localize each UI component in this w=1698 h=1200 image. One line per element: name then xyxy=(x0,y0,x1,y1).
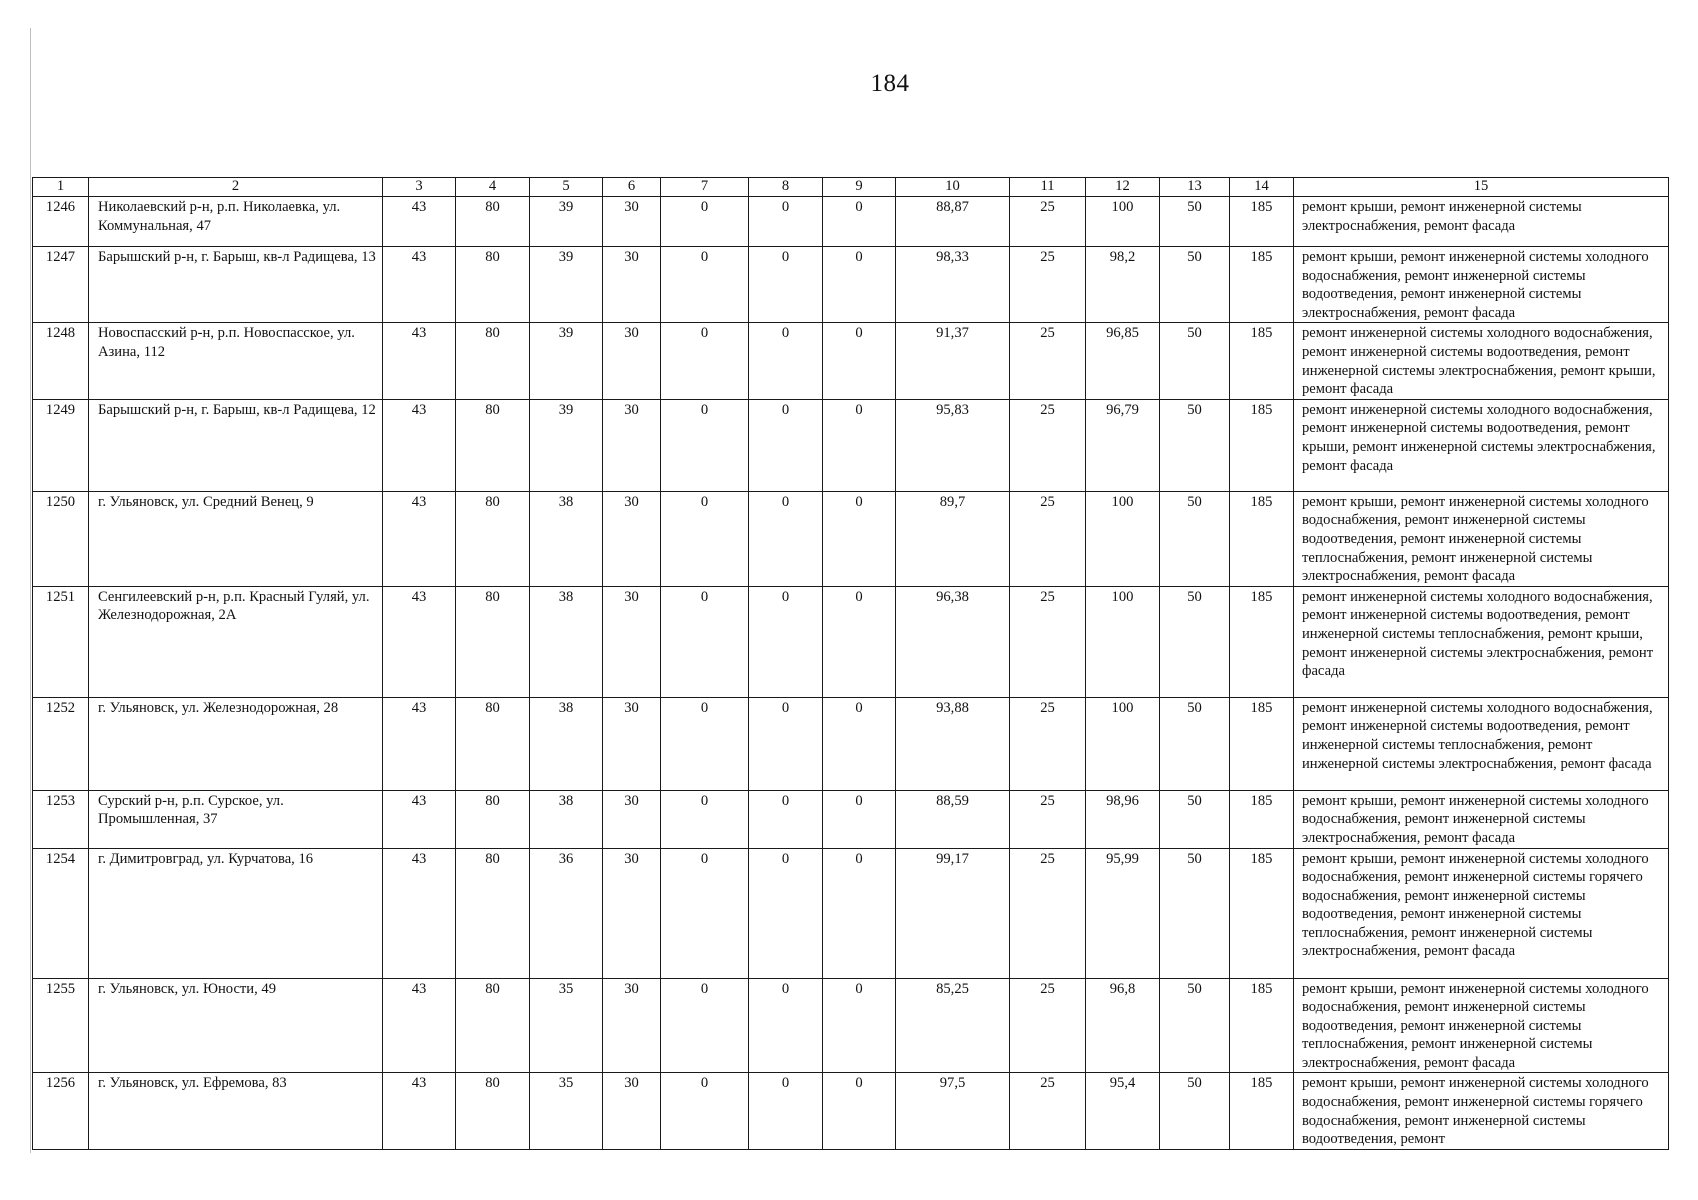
value-cell: 0 xyxy=(823,848,896,978)
value-cell: 38 xyxy=(530,491,603,586)
value-cell: 30 xyxy=(603,323,661,399)
table-row xyxy=(33,1073,1669,1149)
value-cell: 100 xyxy=(1086,197,1160,247)
value-cell: 80 xyxy=(456,586,530,697)
table-row xyxy=(33,491,1669,586)
address-cell: г. Димитровград, ул. Курчатова, 16 xyxy=(89,848,383,978)
value-cell: 39 xyxy=(530,399,603,491)
value-cell: 30 xyxy=(603,399,661,491)
value-cell: 0 xyxy=(661,586,749,697)
value-cell: 185 xyxy=(1230,399,1294,491)
value-cell: 96,85 xyxy=(1086,323,1160,399)
row-number-cell: 1254 xyxy=(33,848,89,978)
repair-works-cell: ремонт инженерной системы холодного водоснабжения, ремонт инженерной системы водоотведения, ремонт инженерной системы электроснабжения, ремонт крыши, ремонт фасада xyxy=(1294,323,1669,399)
value-cell: 25 xyxy=(1010,197,1086,247)
value-cell: 185 xyxy=(1230,1073,1294,1149)
column-header: 12 xyxy=(1086,178,1160,197)
value-cell: 95,83 xyxy=(896,399,1010,491)
value-cell: 39 xyxy=(530,323,603,399)
value-cell: 50 xyxy=(1160,790,1230,848)
value-cell: 43 xyxy=(383,790,456,848)
value-cell: 38 xyxy=(530,697,603,790)
column-header: 7 xyxy=(661,178,749,197)
value-cell: 0 xyxy=(823,586,896,697)
value-cell: 43 xyxy=(383,697,456,790)
column-header: 9 xyxy=(823,178,896,197)
address-cell: г. Ульяновск, ул. Ефремова, 83 xyxy=(89,1073,383,1149)
column-header: 5 xyxy=(530,178,603,197)
value-cell: 98,96 xyxy=(1086,790,1160,848)
address-cell: г. Ульяновск, ул. Средний Венец, 9 xyxy=(89,491,383,586)
value-cell: 0 xyxy=(749,197,823,247)
row-number-cell: 1249 xyxy=(33,399,89,491)
value-cell: 80 xyxy=(456,790,530,848)
housing-repair-table xyxy=(32,177,1669,1150)
value-cell: 35 xyxy=(530,978,603,1073)
value-cell: 0 xyxy=(749,978,823,1073)
repair-works-cell: ремонт крыши, ремонт инженерной системы холодного водоснабжения, ремонт инженерной системы водоотведения, ремонт инженерной системы электроснабжения, ремонт фасада xyxy=(1294,247,1669,323)
value-cell: 30 xyxy=(603,1073,661,1149)
value-cell: 80 xyxy=(456,697,530,790)
row-number-cell: 1247 xyxy=(33,247,89,323)
value-cell: 0 xyxy=(661,978,749,1073)
value-cell: 0 xyxy=(661,1073,749,1149)
value-cell: 0 xyxy=(661,197,749,247)
value-cell: 80 xyxy=(456,399,530,491)
row-number-cell: 1250 xyxy=(33,491,89,586)
value-cell: 97,5 xyxy=(896,1073,1010,1149)
column-header: 3 xyxy=(383,178,456,197)
value-cell: 43 xyxy=(383,247,456,323)
value-cell: 0 xyxy=(749,697,823,790)
value-cell: 95,99 xyxy=(1086,848,1160,978)
value-cell: 30 xyxy=(603,697,661,790)
table-row xyxy=(33,323,1669,399)
value-cell: 30 xyxy=(603,790,661,848)
value-cell: 36 xyxy=(530,848,603,978)
value-cell: 0 xyxy=(661,790,749,848)
value-cell: 50 xyxy=(1160,978,1230,1073)
value-cell: 80 xyxy=(456,1073,530,1149)
row-number-cell: 1251 xyxy=(33,586,89,697)
value-cell: 185 xyxy=(1230,790,1294,848)
value-cell: 30 xyxy=(603,586,661,697)
value-cell: 43 xyxy=(383,1073,456,1149)
value-cell: 50 xyxy=(1160,586,1230,697)
repair-works-cell: ремонт крыши, ремонт инженерной системы электроснабжения, ремонт фасада xyxy=(1294,197,1669,247)
value-cell: 25 xyxy=(1010,790,1086,848)
value-cell: 25 xyxy=(1010,247,1086,323)
repair-works-cell: ремонт крыши, ремонт инженерной системы холодного водоснабжения, ремонт инженерной системы горячего водоснабжения, ремонт инженерной системы водоотведения, ремонт инженерной системы теплоснабжения, ремонт инженерной системы электроснабжения, ремонт фасада xyxy=(1294,848,1669,978)
repair-works-cell: ремонт инженерной системы холодного водоснабжения, ремонт инженерной системы водоотведения, ремонт инженерной системы теплоснабжения, ремонт инженерной системы электроснабжения, ремонт фасада xyxy=(1294,697,1669,790)
repair-works-cell: ремонт крыши, ремонт инженерной системы холодного водоснабжения, ремонт инженерной системы электроснабжения, ремонт фасада xyxy=(1294,790,1669,848)
address-cell: Николаевский р-н, р.п. Николаевка, ул. Коммунальная, 47 xyxy=(89,197,383,247)
table-row xyxy=(33,697,1669,790)
value-cell: 0 xyxy=(823,247,896,323)
column-header: 14 xyxy=(1230,178,1294,197)
value-cell: 0 xyxy=(749,399,823,491)
value-cell: 0 xyxy=(749,323,823,399)
value-cell: 185 xyxy=(1230,586,1294,697)
column-header: 11 xyxy=(1010,178,1086,197)
table-row xyxy=(33,399,1669,491)
value-cell: 30 xyxy=(603,197,661,247)
value-cell: 100 xyxy=(1086,586,1160,697)
value-cell: 43 xyxy=(383,399,456,491)
value-cell: 0 xyxy=(823,399,896,491)
value-cell: 98,2 xyxy=(1086,247,1160,323)
value-cell: 185 xyxy=(1230,848,1294,978)
value-cell: 30 xyxy=(603,848,661,978)
value-cell: 80 xyxy=(456,197,530,247)
repair-works-cell: ремонт крыши, ремонт инженерной системы холодного водоснабжения, ремонт инженерной системы водоотведения, ремонт инженерной системы теплоснабжения, ремонт инженерной системы электроснабжения, ремонт фасада xyxy=(1294,491,1669,586)
column-header: 10 xyxy=(896,178,1010,197)
value-cell: 98,33 xyxy=(896,247,1010,323)
value-cell: 25 xyxy=(1010,1073,1086,1149)
column-header: 4 xyxy=(456,178,530,197)
value-cell: 43 xyxy=(383,978,456,1073)
table-header xyxy=(33,178,1669,197)
value-cell: 96,8 xyxy=(1086,978,1160,1073)
value-cell: 43 xyxy=(383,197,456,247)
value-cell: 0 xyxy=(823,790,896,848)
value-cell: 80 xyxy=(456,978,530,1073)
address-cell: Барышский р-н, г. Барыш, кв-л Радищева, 13 xyxy=(89,247,383,323)
value-cell: 0 xyxy=(661,697,749,790)
value-cell: 43 xyxy=(383,586,456,697)
repair-works-cell: ремонт крыши, ремонт инженерной системы холодного водоснабжения, ремонт инженерной системы водоотведения, ремонт инженерной системы теплоснабжения, ремонт инженерной системы электроснабжения, ремонт фасада xyxy=(1294,978,1669,1073)
table-body xyxy=(33,197,1669,1150)
value-cell: 0 xyxy=(661,323,749,399)
value-cell: 30 xyxy=(603,491,661,586)
table-row xyxy=(33,197,1669,247)
value-cell: 50 xyxy=(1160,399,1230,491)
row-number-cell: 1253 xyxy=(33,790,89,848)
value-cell: 50 xyxy=(1160,1073,1230,1149)
address-cell: Сенгилеевский р-н, р.п. Красный Гуляй, ул. Железнодорожная, 2А xyxy=(89,586,383,697)
column-header: 2 xyxy=(89,178,383,197)
value-cell: 80 xyxy=(456,323,530,399)
value-cell: 185 xyxy=(1230,491,1294,586)
value-cell: 0 xyxy=(749,848,823,978)
value-cell: 0 xyxy=(661,491,749,586)
value-cell: 30 xyxy=(603,247,661,323)
table-row xyxy=(33,790,1669,848)
value-cell: 39 xyxy=(530,197,603,247)
page-number: 184 xyxy=(870,70,910,97)
value-cell: 0 xyxy=(749,247,823,323)
address-cell: г. Ульяновск, ул. Железнодорожная, 28 xyxy=(89,697,383,790)
value-cell: 185 xyxy=(1230,697,1294,790)
value-cell: 0 xyxy=(823,197,896,247)
value-cell: 0 xyxy=(823,323,896,399)
row-number-cell: 1252 xyxy=(33,697,89,790)
value-cell: 85,25 xyxy=(896,978,1010,1073)
row-number-cell: 1246 xyxy=(33,197,89,247)
value-cell: 0 xyxy=(749,1073,823,1149)
value-cell: 43 xyxy=(383,323,456,399)
table-row xyxy=(33,978,1669,1073)
value-cell: 185 xyxy=(1230,247,1294,323)
row-number-cell: 1256 xyxy=(33,1073,89,1149)
value-cell: 89,7 xyxy=(896,491,1010,586)
value-cell: 25 xyxy=(1010,697,1086,790)
value-cell: 50 xyxy=(1160,848,1230,978)
column-header: 1 xyxy=(33,178,89,197)
value-cell: 50 xyxy=(1160,491,1230,586)
value-cell: 0 xyxy=(823,491,896,586)
column-header: 8 xyxy=(749,178,823,197)
repair-works-cell: ремонт инженерной системы холодного водоснабжения, ремонт инженерной системы водоотведения, ремонт крыши, ремонт инженерной системы электроснабжения, ремонт фасада xyxy=(1294,399,1669,491)
repair-works-cell: ремонт инженерной системы холодного водоснабжения, ремонт инженерной системы водоотведения, ремонт инженерной системы теплоснабжения, ремонт крыши, ремонт инженерной системы электроснабжения, ремонт фасада xyxy=(1294,586,1669,697)
value-cell: 96,38 xyxy=(896,586,1010,697)
column-header: 6 xyxy=(603,178,661,197)
value-cell: 185 xyxy=(1230,978,1294,1073)
address-cell: Новоспасский р-н, р.п. Новоспасское, ул. Азина, 112 xyxy=(89,323,383,399)
address-cell: Барышский р-н, г. Барыш, кв-л Радищева, 12 xyxy=(89,399,383,491)
value-cell: 100 xyxy=(1086,491,1160,586)
value-cell: 0 xyxy=(749,586,823,697)
header-row xyxy=(33,178,1669,197)
address-cell: Сурский р-н, р.п. Сурское, ул. Промышленная, 37 xyxy=(89,790,383,848)
value-cell: 38 xyxy=(530,790,603,848)
value-cell: 25 xyxy=(1010,491,1086,586)
value-cell: 185 xyxy=(1230,323,1294,399)
value-cell: 43 xyxy=(383,491,456,586)
value-cell: 25 xyxy=(1010,399,1086,491)
value-cell: 25 xyxy=(1010,978,1086,1073)
value-cell: 0 xyxy=(749,790,823,848)
value-cell: 80 xyxy=(456,247,530,323)
value-cell: 100 xyxy=(1086,697,1160,790)
value-cell: 38 xyxy=(530,586,603,697)
table-row xyxy=(33,848,1669,978)
value-cell: 25 xyxy=(1010,586,1086,697)
value-cell: 0 xyxy=(823,697,896,790)
value-cell: 80 xyxy=(456,848,530,978)
value-cell: 88,87 xyxy=(896,197,1010,247)
value-cell: 88,59 xyxy=(896,790,1010,848)
value-cell: 50 xyxy=(1160,247,1230,323)
value-cell: 0 xyxy=(661,247,749,323)
value-cell: 50 xyxy=(1160,197,1230,247)
row-number-cell: 1248 xyxy=(33,323,89,399)
value-cell: 0 xyxy=(749,491,823,586)
repair-works-cell: ремонт крыши, ремонт инженерной системы холодного водоснабжения, ремонт инженерной системы горячего водоснабжения, ремонт инженерной системы водоотведения, ремонт xyxy=(1294,1073,1669,1149)
scan-edge-line xyxy=(30,28,31,1153)
table-row xyxy=(33,586,1669,697)
address-cell: г. Ульяновск, ул. Юности, 49 xyxy=(89,978,383,1073)
value-cell: 39 xyxy=(530,247,603,323)
value-cell: 43 xyxy=(383,848,456,978)
value-cell: 0 xyxy=(823,1073,896,1149)
value-cell: 25 xyxy=(1010,848,1086,978)
value-cell: 80 xyxy=(456,491,530,586)
value-cell: 50 xyxy=(1160,697,1230,790)
column-header: 15 xyxy=(1294,178,1669,197)
value-cell: 95,4 xyxy=(1086,1073,1160,1149)
value-cell: 0 xyxy=(661,399,749,491)
value-cell: 91,37 xyxy=(896,323,1010,399)
value-cell: 96,79 xyxy=(1086,399,1160,491)
table-row xyxy=(33,247,1669,323)
value-cell: 35 xyxy=(530,1073,603,1149)
value-cell: 30 xyxy=(603,978,661,1073)
value-cell: 25 xyxy=(1010,323,1086,399)
value-cell: 0 xyxy=(661,848,749,978)
value-cell: 50 xyxy=(1160,323,1230,399)
value-cell: 93,88 xyxy=(896,697,1010,790)
row-number-cell: 1255 xyxy=(33,978,89,1073)
value-cell: 185 xyxy=(1230,197,1294,247)
value-cell: 0 xyxy=(823,978,896,1073)
column-header: 13 xyxy=(1160,178,1230,197)
value-cell: 99,17 xyxy=(896,848,1010,978)
